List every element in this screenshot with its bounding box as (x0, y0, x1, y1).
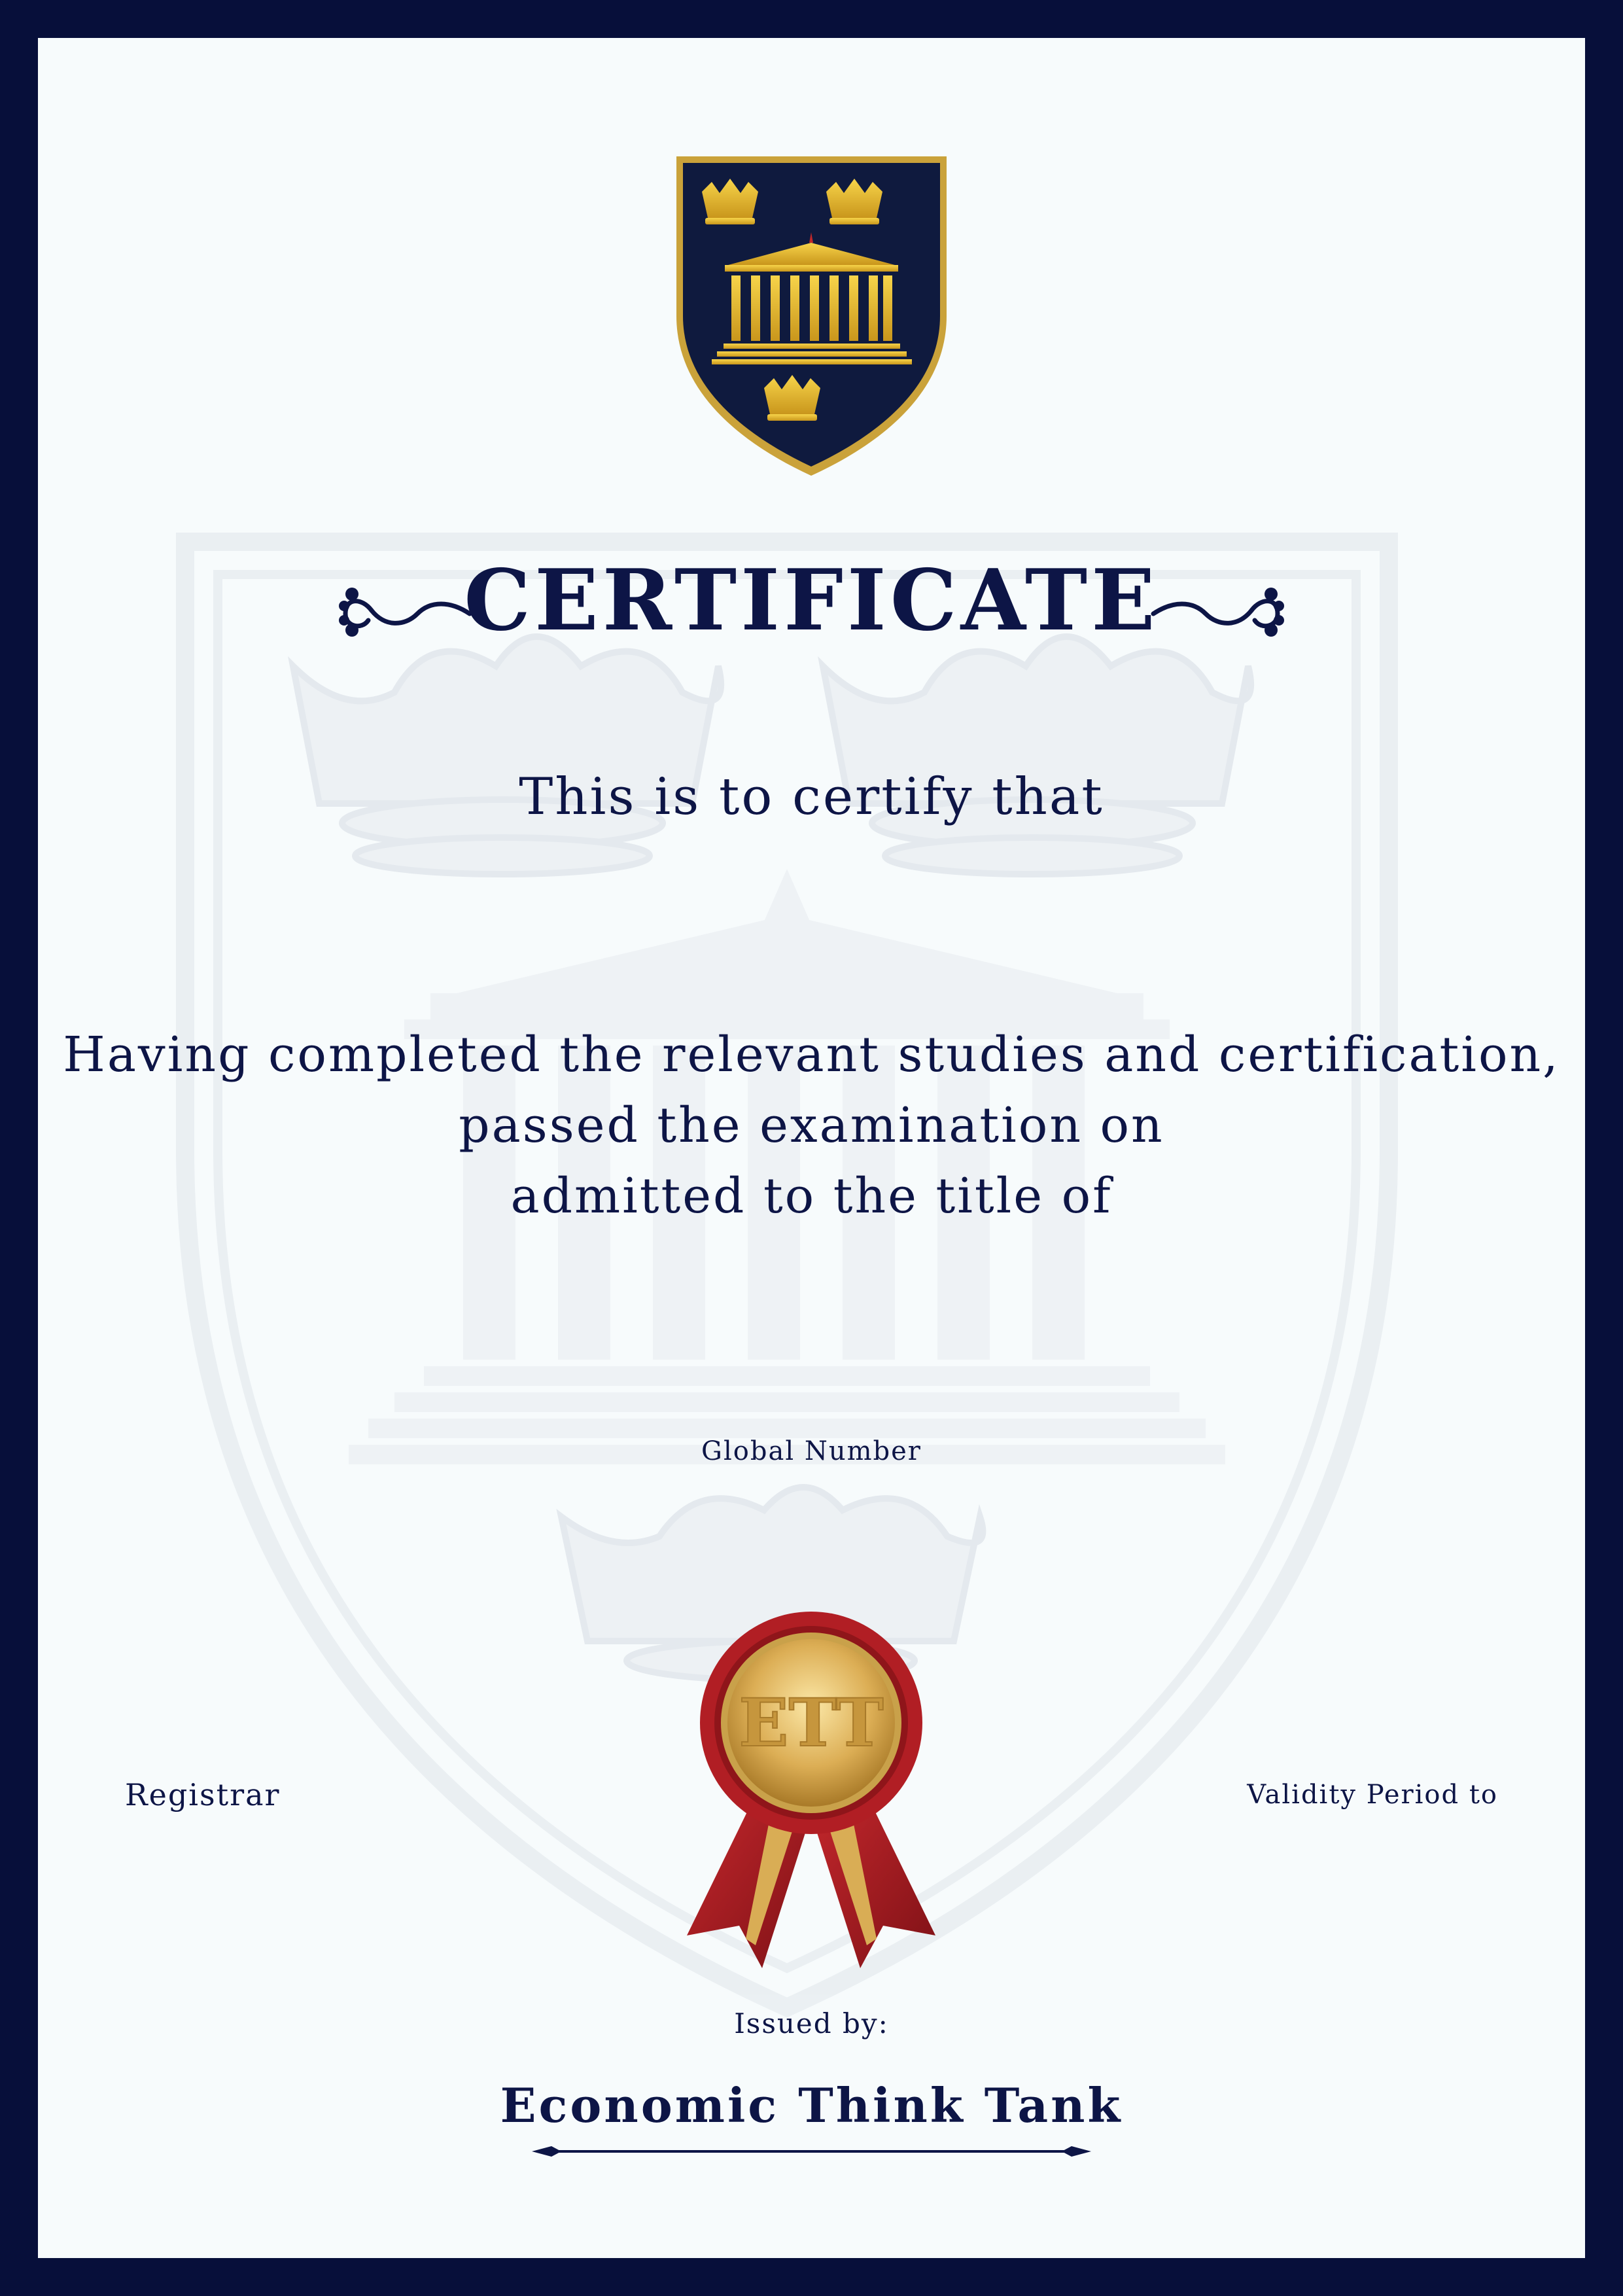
award-seal-icon (680, 1612, 942, 1978)
body-line: passed the examination on (459, 1097, 1164, 1154)
body-line: admitted to the title of (510, 1168, 1113, 1224)
body-line: Having completed the relevant studies and certification, (63, 1027, 1560, 1083)
certificate-title: CERTIFICATE (464, 552, 1159, 650)
issuer-name: Economic Think Tank (500, 2077, 1123, 2133)
validity-period-label: Validity Period to (1247, 1780, 1498, 1810)
title-row (38, 548, 1585, 653)
certify-line: This is to certify that (519, 768, 1104, 826)
seal-text: ETT (739, 1684, 884, 1761)
crest-icon (672, 152, 951, 480)
issued-by-label: Issued by: (734, 2007, 889, 2040)
certificate-paper (38, 38, 1585, 2258)
registrar-label: Registrar (125, 1777, 281, 1812)
global-number-label: Global Number (701, 1436, 922, 1466)
ornament-rule-icon (532, 2142, 1091, 2161)
certificate-body (38, 1019, 1585, 1231)
ornament-flourish-icon (1150, 574, 1291, 646)
